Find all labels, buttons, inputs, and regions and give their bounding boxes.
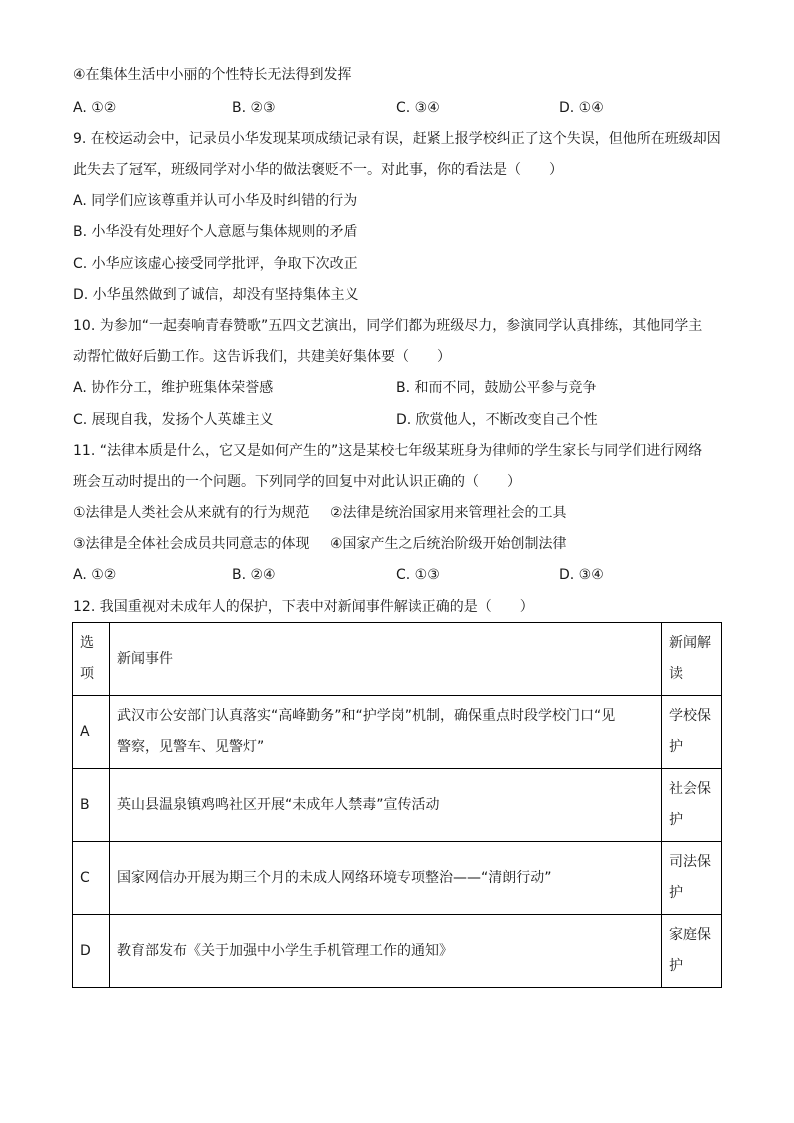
q10-stem-line-2: 动帮忙做好后勤工作。这告诉我们，共建美好集体要（ ） [73, 349, 451, 365]
row-event-line-2: 警察，见警车、见警灯” [117, 739, 265, 755]
q11-option-d: D. ③④ [559, 567, 604, 583]
table-row [73, 696, 722, 769]
row-event: 教育部发布《关于加强中小学生手机管理工作的通知》 [110, 915, 662, 988]
row-interpretation [662, 842, 722, 915]
row-interpretation-line-2: 护 [669, 885, 683, 901]
row-event-line-1: 武汉市公安部门认真落实“高峰勤务”和“护学岗”机制，确保重点时段学校门口“见 [117, 708, 616, 724]
q9-option-b: B. 小华没有处理好个人意愿与集体规则的矛盾 [73, 224, 358, 240]
q9-option-c: C. 小华应该虚心接受同学批评，争取下次改正 [73, 256, 358, 272]
q9-option-d: D. 小华虽然做到了诚信，却没有坚持集体主义 [73, 287, 359, 303]
header-interpretation-line-1: 新闻解 [669, 635, 711, 651]
row-interpretation-line-2: 护 [669, 958, 683, 974]
row-event [110, 696, 662, 769]
table-row [73, 769, 722, 842]
header-interpretation [662, 623, 722, 696]
q11-stem-line-1: 11. “法律本质是什么，它又是如何产生的”这是某校七年级某班身为律师的学生家长与同学们进行网络 [73, 443, 703, 459]
q11-option-b: B. ②④ [232, 567, 276, 583]
row-interpretation-line-2: 护 [669, 739, 683, 755]
q10-option-b: B. 和而不同，鼓励公平参与竞争 [396, 380, 597, 396]
row-interpretation-line-1: 社会保 [669, 781, 711, 797]
q10-stem-line-1: 10. 为参加“一起奏响青春赞歌”五四文艺演出，同学们都为班级尽力，参演同学认真排练，其他同学主 [73, 318, 703, 334]
q11-item-1: ①法律是人类社会从来就有的行为规范 [73, 505, 310, 521]
q11-item-4: ④国家产生之后统治阶级开始创制法律 [330, 536, 567, 552]
header-event: 新闻事件 [110, 623, 662, 696]
row-interpretation [662, 696, 722, 769]
news-table [72, 622, 722, 988]
q11-item-2: ②法律是统治国家用来管理社会的工具 [330, 505, 567, 521]
q8-option-d: D. ①④ [559, 100, 604, 116]
table-row [73, 915, 722, 988]
row-interpretation [662, 915, 722, 988]
row-interpretation-line-1: 学校保 [669, 708, 711, 724]
q12-stem: 12. 我国重视对未成年人的保护，下表中对新闻事件解读正确的是（ ） [73, 599, 534, 615]
row-option: C [73, 842, 110, 915]
row-interpretation-line-2: 护 [669, 812, 683, 828]
q9-stem-line-1: 9. 在校运动会中，记录员小华发现某项成绩记录有误，赶紧上报学校纠正了这个失误，但他所在班级却因 [73, 131, 721, 147]
q9-stem-line-2: 此失去了冠军，班级同学对小华的做法褒贬不一。对此事，你的看法是（ ） [73, 162, 563, 178]
row-event: 国家网信办开展为期三个月的未成人网络环境专项整治——“清朗行动” [110, 842, 662, 915]
row-option: B [73, 769, 110, 842]
table-header-row [73, 623, 722, 696]
table-row [73, 842, 722, 915]
q11-option-a: A. ①② [73, 567, 117, 583]
q10-option-a: A. 协作分工，维护班集体荣誉感 [73, 380, 274, 396]
row-option: D [73, 915, 110, 988]
header-option [73, 623, 110, 696]
header-interpretation-line-2: 读 [669, 666, 683, 682]
row-option: A [73, 696, 110, 769]
q10-option-d: D. 欣赏他人，不断改变自己个性 [396, 412, 598, 428]
row-interpretation-line-1: 家庭保 [669, 927, 711, 943]
row-interpretation [662, 769, 722, 842]
header-option-line-2: 项 [80, 666, 94, 682]
q11-item-3: ③法律是全体社会成员共同意志的体现 [73, 536, 310, 552]
row-event: 英山县温泉镇鸡鸣社区开展“未成年人禁毒”宣传活动 [110, 769, 662, 842]
q8-option-b: B. ②③ [232, 100, 276, 116]
q10-option-c: C. 展现自我，发扬个人英雄主义 [73, 412, 274, 428]
q11-stem-line-2: 班会互动时提出的一个问题。下列同学的回复中对此认识正确的（ ） [73, 474, 521, 490]
q8-item-4: ④在集体生活中小丽的个性特长无法得到发挥 [73, 67, 352, 83]
header-option-line-1: 选 [80, 635, 94, 651]
q8-option-c: C. ③④ [396, 100, 440, 116]
q9-option-a: A. 同学们应该尊重并认可小华及时纠错的行为 [73, 193, 358, 209]
q11-option-c: C. ①③ [396, 567, 440, 583]
row-interpretation-line-1: 司法保 [669, 854, 711, 870]
q8-option-a: A. ①② [73, 100, 117, 116]
